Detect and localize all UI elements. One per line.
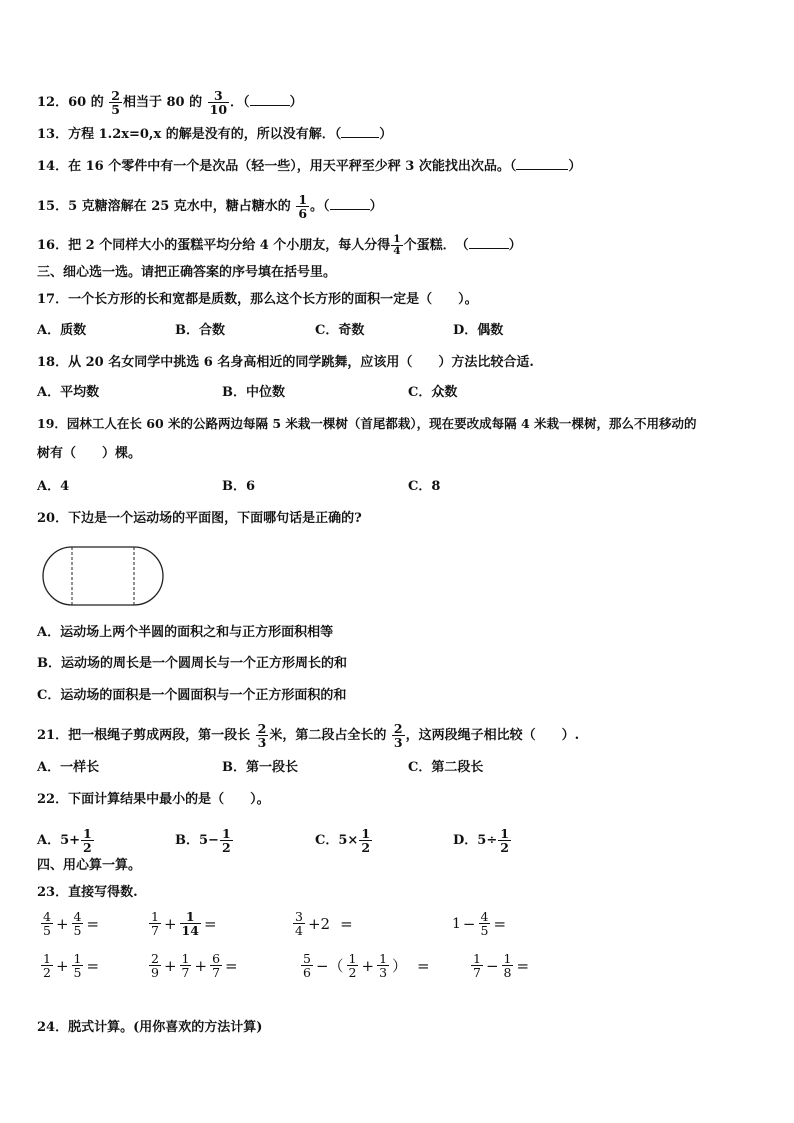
math-expression: 1 − $\frac{4}{5}$ = [452, 909, 507, 938]
option-c[interactable]: C．奇数 [315, 323, 365, 338]
option-c[interactable]: C．众数 [408, 385, 458, 400]
answer-blank[interactable] [250, 93, 290, 106]
question-14: 14．在 16 个零件中有一个是次品（轻一些），用天平秤至少秤 3 次能找出次品。（ ） [37, 159, 582, 174]
answer-blank[interactable] [341, 125, 379, 138]
option-b[interactable]: B．合数 [175, 323, 225, 338]
option-b[interactable]: B．5− $\frac{1}{2}$ [175, 826, 231, 855]
stadium-diagram [40, 545, 166, 607]
option-b[interactable]: B．运动场的周长是一个圆周长与一个正方形周长的和 [37, 656, 347, 671]
option-c[interactable]: C．第二段长 [408, 760, 484, 775]
option-c[interactable]: C．8 [408, 479, 441, 494]
question-18: 18．从 20 名女同学中挑选 6 名身高相近的同学跳舞，应该用（ ）方法比较合适. [37, 355, 534, 370]
option-b[interactable]: B．6 [222, 479, 256, 494]
option-b[interactable]: B．中位数 [222, 385, 285, 400]
section-heading-3: 三、细心选一选。请把正确答案的序号填在括号里。 [37, 265, 337, 280]
question-15: 15．5 克糖溶解在 25 克水中，糖占糖水的 $\frac{1}{6}$ 。（ ） [37, 192, 383, 221]
option-a[interactable]: A．4 [37, 479, 70, 494]
option-d[interactable]: D．偶数 [453, 323, 504, 338]
question-23: 23．直接写得数. [37, 885, 138, 900]
option-a[interactable]: A．5+ $\frac{1}{2}$ [37, 826, 92, 855]
answer-blank[interactable] [469, 236, 509, 249]
option-a[interactable]: A．平均数 [37, 385, 100, 400]
question-17: 17．一个长方形的长和宽都是质数，那么这个长方形的面积一定是（ ）。 [37, 292, 478, 307]
question-13: 13．方程 1.2x=0,x 的解是没有的，所以没有解．（ ） [37, 127, 393, 142]
fraction: $\frac{2}{3}$ [257, 721, 267, 750]
fraction: $\frac{2}{3}$ [393, 721, 403, 750]
section-heading-4: 四、用心算一算。 [37, 858, 142, 873]
question-21: 21．把一根绳子剪成两段，第一段长 $\frac{2}{3}$ 米，第二段占全长的 $\frac{2}{3}$ ，这两段绳子相比较（ ）. [37, 721, 580, 750]
option-a[interactable]: A．运动场上两个半圆的面积之和与正方形面积相等 [37, 625, 334, 640]
question-16: 16．把 2 个同样大小的蛋糕平均分给 4 个小朋友，每人分得 $\frac{1}{4}$ 个蛋糕． （ ） [37, 233, 522, 257]
answer-blank[interactable] [330, 197, 370, 210]
answer-blank[interactable] [516, 157, 568, 170]
math-expression: $\frac{4}{5}$ + $\frac{4}{5}$ = [43, 909, 100, 938]
question-19-line-1: 19．园林工人在长 60 米的公路两边每隔 5 米栽一棵树（首尾都栽），现在要改成每隔 4 米栽一棵树，那么不用移动的 [37, 416, 697, 431]
math-expression: $\frac{1}{7}$ + $\frac{1}{14}$ = [151, 909, 217, 938]
option-a[interactable]: A．质数 [37, 323, 87, 338]
math-expression: $\frac{1}{2}$ + $\frac{1}{5}$ = [43, 951, 100, 980]
question-22: 22．下面计算结果中最小的是（ ）。 [37, 792, 270, 807]
math-expression: $\frac{5}{6}$ −（ $\frac{1}{2}$ + $\frac{1}{3}$ ） = [303, 951, 430, 980]
math-expression: $\frac{3}{4}$ +2 = [295, 909, 353, 938]
question-19-line-2: 树有（ ）棵。 [37, 446, 142, 461]
question-24: 24．脱式计算。(用你喜欢的方法计算) [37, 1020, 263, 1035]
math-expression: $\frac{2}{9}$ + $\frac{1}{7}$ + $\frac{6}{7}$ = [151, 951, 238, 980]
option-b[interactable]: B．第一段长 [222, 760, 298, 775]
fraction: $\frac{3}{10}$ [209, 88, 228, 117]
option-c[interactable]: C．5× $\frac{1}{2}$ [315, 826, 371, 855]
fraction: $\frac{2}{5}$ [111, 88, 120, 117]
option-c[interactable]: C．运动场的面积是一个圆面积与一个正方形面积的和 [37, 688, 347, 703]
option-d[interactable]: D．5÷ $\frac{1}{2}$ [453, 826, 509, 855]
fraction: $\frac{1}{6}$ [298, 192, 308, 221]
option-a[interactable]: A．一样长 [37, 760, 100, 775]
question-12: 12．60 的 $\frac{2}{5}$ 相当于 80 的 $\frac{3}{10}$ ．（ ） [37, 88, 303, 117]
question-20: 20．下边是一个运动场的平面图，下面哪句话是正确的? [37, 511, 362, 526]
fraction: $\frac{1}{4}$ [393, 233, 401, 257]
math-expression: $\frac{1}{7}$ − $\frac{1}{8}$ = [473, 951, 530, 980]
